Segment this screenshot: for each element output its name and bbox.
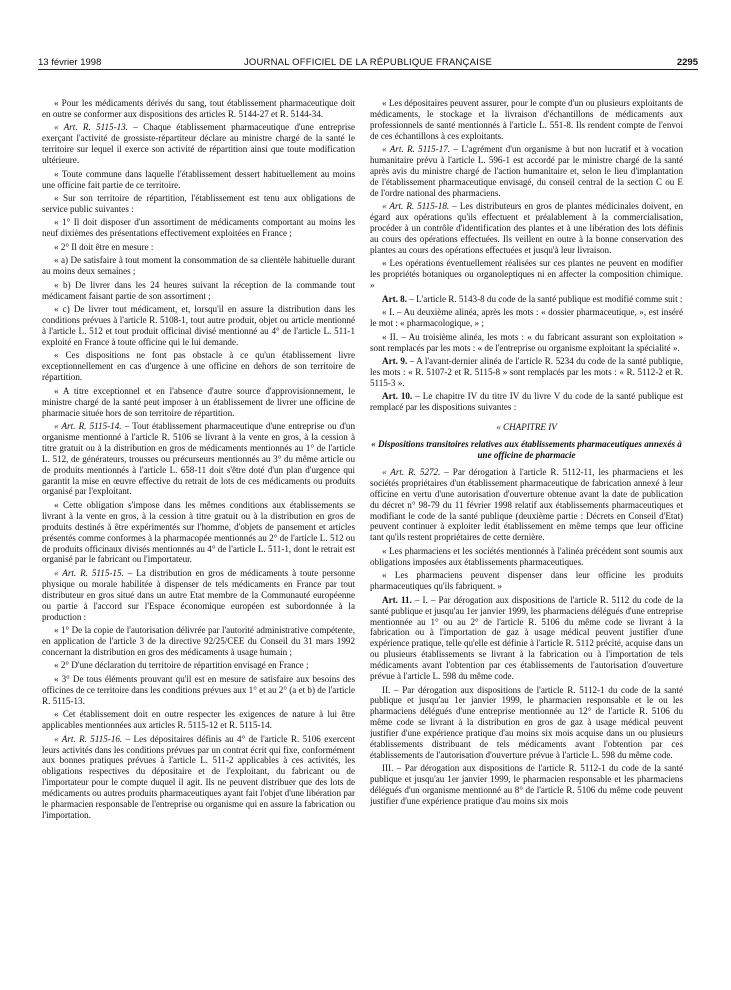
article-reference: « Art. R. 5115-15. bbox=[54, 567, 124, 578]
paragraph bbox=[370, 685, 683, 761]
paragraph-text: « 1° De la copie de l'autorisation délivrée par l'autorité administrative compétente, en application de l'article 3 de la directive 92/25/CEE du Conseil du 31 mars 1992 concernant la distribution en gros des médicaments à usage humain ; bbox=[42, 625, 355, 657]
paragraph-text: « Toute commune dans laquelle l'établissement dessert habituellement au moins une officine fait partie de ce territoire. bbox=[42, 168, 355, 190]
paragraph-text: – Les distributeurs en gros de plantes médicinales doivent, en égard aux opérations qu'ils effectuent et préalablement à la commercialisation, procéder à un contrôle d'identification des plantes et à une libération des lots définis au cours des opérations effectuées. Ils veillent en outre à la bonne conservation des plantes au cours des opérations effectuées et jusqu'à leur livraison. bbox=[370, 201, 683, 255]
paragraph bbox=[42, 350, 355, 383]
article-paragraph bbox=[370, 391, 683, 413]
paragraph-text: « 2° Il doit être en mesure : bbox=[54, 241, 154, 252]
paragraph-text: « Dispositions transitoires relatives aux établissements pharmaceutiques annexés à une officine de pharmacie bbox=[371, 439, 682, 461]
paragraph-text: « 2° D'une déclaration du territoire de répartition envisagé en France ; bbox=[54, 660, 309, 671]
paragraph bbox=[42, 98, 355, 120]
article-paragraph bbox=[370, 595, 683, 682]
paragraph-text: « a) De satisfaire à tout moment la consommation de sa clientèle habituelle durant au moins deux semaines ; bbox=[42, 255, 355, 277]
article-number: Art. 8. bbox=[382, 293, 407, 304]
paragraph-text: « Cet établissement doit en outre respecter les exigences de nature à lui être applicables mentionnées aux articles R. 5115-12 et R. 5115-14. bbox=[42, 709, 355, 731]
left-column bbox=[42, 98, 355, 978]
paragraph bbox=[370, 258, 683, 291]
paragraph-text: – A l'avant-dernier alinéa de l'article R. 5234 du code de la santé publique, les mots : « R. 5107-2 et R. 5115-8 » sont remplacés par les mots : « R. 5112-2 et R. 5115-3 ». bbox=[370, 356, 683, 388]
paragraph-text: « Pour les médicaments dérivés du sang, tout établissement pharmaceutique doit en outre se conformer aux dispositions des articles R. 5144-27 et R. 5144-34. bbox=[42, 98, 355, 119]
paragraph-text: « Les dépositaires peuvent assurer, pour le compte d'un ou plusieurs exploitants de médicaments, le stockage et la livraison d'échantillons de médicaments aux professionnels de santé mentionnés à l'article L. 551-8. Ils rendent compte de l'envoi de ces échantillons à ces exploitants. bbox=[370, 98, 683, 141]
paragraph-text: « II. – Au troisième alinéa, les mots : « du fabricant assurant son exploitation » sont remplacés par les mots : « de l'entreprise ou organisme exploitant la spécialité ». bbox=[370, 331, 683, 353]
paragraph bbox=[42, 500, 355, 565]
paragraph-text: II. – Par dérogation aux dispositions de l'article R. 5112-1 du code de la santé publique et jusqu'au 1er janvier 1999, le pharmacien responsable et le ou les pharmaciens délégués d'une entreprise mentionnée au 12° de l'article R. 5106 du même code se livrant à la distribution en gros de gaz à usage médical peuvent justifier d'une expérience pratique d'au moins six mois acquise dans un ou plusieurs établissements distribuant de tels médicaments avant l'obtention par ces établissements de l'autorisation d'ouverture prévue à l'article L. 598 du même code. bbox=[370, 684, 683, 760]
article-reference: « Art. R. 5272. bbox=[382, 466, 441, 477]
paragraph bbox=[42, 421, 355, 497]
paragraph-text: « Les opérations éventuellement réalisées sur ces plantes ne peuvent en modifier les propriétés botaniques ou organoleptiques ni en affecter la composition chimique. » bbox=[370, 258, 683, 291]
paragraph-text: « CHAPITRE IV bbox=[496, 422, 557, 433]
article-reference: « Art. R. 5115-13. bbox=[54, 122, 128, 133]
paragraph bbox=[42, 169, 355, 191]
paragraph bbox=[42, 709, 355, 731]
paragraph bbox=[370, 144, 683, 199]
header-date: 13 février 1998 bbox=[38, 57, 102, 68]
article-reference: « Art. R. 5115-18. bbox=[382, 201, 450, 212]
paragraph bbox=[42, 386, 355, 419]
paragraph-text: – Tout établissement pharmaceutique d'une entreprise ou d'un organisme mentionné à l'article R. 5106 se livrant à la vente en gros, à la cession à titre gratuit ou à la distribution en gros de médicaments mentionnés au 1° de l'article L. 512, de générateurs, trousses ou précurseurs mentionnés au 3° du même article ou de produits mentionnés à l'article L. 658-11 doit s'être doté d'un plan d'urgence qui garantit la mise en œuvre effective du retrait de lots de ces médicaments ou produits organisé par l'exploitant. bbox=[42, 421, 355, 497]
article-number: Art. 9. bbox=[382, 356, 408, 367]
article-reference: « Art. R. 5115-14. bbox=[54, 421, 122, 431]
paragraph bbox=[42, 734, 355, 821]
article-number: Art. 11. bbox=[382, 594, 412, 605]
paragraph bbox=[42, 193, 355, 215]
chapter-heading bbox=[370, 422, 683, 433]
paragraph bbox=[370, 98, 683, 142]
paragraph bbox=[370, 570, 683, 592]
paragraph-text: – I. – Par dérogation aux dispositions de l'article R. 5112 du code de la santé publique et jusqu'au 1er janvier 1999, les pharmaciens délégués d'une entreprise mentionnée au 1° ou au 2° de l'article R. 5106 du même code se livrant à la fabrication ou à l'importation de gaz à usage médical peuvent justifier d'une expérience pratique, telle qu'elle est définie à l'article R. 5112 précité, acquise dans un ou plusieurs établissements se livrant à la fabrication ou à l'importation de tels médicaments avant l'obtention par ces établissements de l'autorisation d'ouverture prévue à l'article L. 598 du même code. bbox=[370, 594, 683, 682]
paragraph-text: – Par dérogation à l'article R. 5112-11, les pharmaciens et les sociétés propriétaires d'un établissement pharmaceutique de fabrication annexé à leur officine en vertu d'une autorisation d'ouverture obtenue avant la date de publication du décret n° 98-79 du 11 février 1998 relatif aux établissements pharmaceutiques et modifiant le code de la santé publique (deuxième partie : Décrets en Conseil d'Etat) peuvent continuer à exploiter ledit établissement en même temps que leur officine tant qu'ils restent propriétaires de cette dernière. bbox=[370, 466, 683, 543]
paragraph bbox=[370, 307, 683, 329]
paragraph bbox=[42, 568, 355, 623]
paragraph bbox=[42, 674, 355, 707]
paragraph-text: – Chaque établissement pharmaceutique d'une entreprise exerçant l'activité de grossiste-répartiteur déclare au ministre chargé de la santé le territoire sur lequel il exerce son activité de répartition ainsi que toute modification ultérieure. bbox=[42, 122, 355, 166]
paragraph bbox=[42, 122, 355, 166]
header-journal-title: JOURNAL OFFICIEL DE LA RÉPUBLIQUE FRANÇAISE bbox=[243, 57, 493, 68]
paragraph-text: – La distribution en gros de médicaments à toute personne physique ou morale habilitée à dispenser de tels médicaments en France par tout distributeur en gros situé dans un autre Etat membre de la Communauté européenne ou partie à l'accord sur l'Espace économique européen est subordonnée à la production : bbox=[42, 567, 355, 622]
paragraph-text: « Cette obligation s'impose dans les mêmes conditions aux établissements se livrant à la vente en gros, à la cession à titre gratuit ou à la distribution en gros de produits destinés à être expérimentés sur l'homme, d'objets de pansement et articles présentés comme conformes à la pharmacopée mentionnés au 2° de l'article L. 512 ou de produits officinaux divisés mentionnés au 4° de l'article L. 511-1, dont le retrait est organisé par le fabricant ou l'importateur. bbox=[42, 499, 355, 565]
paragraph-text: « c) De livrer tout médicament, et, lorsqu'il en assure la distribution dans les conditions prévues à l'article R. 5108-1, tout autre produit, objet ou article mentionné à l'article L. 512 et tout produit officinal divisé mentionné au 4° de l'article L. 511-1 exploité en France à toute officine qui le lui demande. bbox=[42, 304, 355, 347]
paragraph-text: – Le chapitre IV du titre IV du livre V du code de la santé publique est remplacé par les dispositions suivantes : bbox=[370, 391, 683, 413]
paragraph bbox=[370, 467, 683, 543]
paragraph-text: « A titre exceptionnel et en l'absence d'autre source d'approvisionnement, le ministre chargé de la santé peut imposer à un établissement de livrer une officine de pharmacie située hors de son territoire de répartition. bbox=[42, 385, 355, 418]
paragraph-text: « b) De livrer dans les 24 heures suivant la réception de la commande tout médicament faisant partie de son assortiment ; bbox=[42, 279, 355, 301]
paragraph bbox=[42, 625, 355, 658]
paragraph bbox=[370, 763, 683, 807]
paragraph bbox=[42, 217, 355, 239]
paragraph bbox=[370, 201, 683, 256]
paragraph bbox=[42, 255, 355, 277]
paragraph bbox=[370, 332, 683, 354]
paragraph bbox=[42, 660, 355, 671]
article-number: Art. 10. bbox=[382, 391, 413, 402]
paragraph bbox=[370, 546, 683, 568]
article-paragraph bbox=[370, 356, 683, 389]
paragraph-text: III. – Par dérogation aux dispositions de l'article R. 5112-1 du code de la santé publique et jusqu'au 1er janvier 1999, le pharmacien responsable et les pharmaciens délégués d'un organisme mentionné au 8° de l'article R. 5106 du même code peuvent justifier d'une expérience pratique d'au moins six mois bbox=[370, 763, 683, 807]
paragraph bbox=[42, 242, 355, 253]
header-page-number: 2295 bbox=[676, 57, 698, 68]
chapter-title bbox=[370, 439, 683, 461]
paragraph bbox=[42, 304, 355, 348]
paragraph bbox=[42, 280, 355, 302]
paragraph-text: – L'agrément d'un organisme à but non lucratif et à vocation humanitaire prévu à l'article L. 596-1 est accordé par le ministre chargé de la santé après avis du ministre chargé de l'action humanitaire et, selon le lieu d'implantation de l'établissement pharmaceutique envisagé, du conseil central de la section C ou E de l'ordre national des pharmaciens. bbox=[370, 144, 683, 198]
paragraph-text: « Les pharmaciens et les sociétés mentionnés à l'alinéa précédent sont soumis aux obligations imposées aux établissements pharmaceutiques. bbox=[370, 545, 683, 567]
paragraph-text: « Les pharmaciens peuvent dispenser dans leur officine les produits pharmaceutiques qu'ils fabriquent. » bbox=[370, 570, 683, 592]
header-rule bbox=[38, 69, 698, 70]
paragraph-text: « I. – Au deuxième alinéa, après les mots : « dossier pharmaceutique, », est inséré le mot : « pharmacologique, » ; bbox=[370, 307, 683, 329]
paragraph-text: « Ces dispositions ne font pas obstacle à ce qu'un établissement livre exceptionnellement en cas d'urgence à une officine en dehors de son territoire de répartition. bbox=[42, 350, 355, 383]
paragraph-text: « Sur son territoire de répartition, l'établissement est tenu aux obligations de service public suivantes : bbox=[42, 193, 355, 214]
article-reference: « Art. R. 5115-17. bbox=[382, 144, 451, 155]
article-reference: « Art. R. 5115-16. bbox=[54, 733, 123, 744]
article-paragraph bbox=[370, 294, 683, 305]
paragraph-text: – L'article R. 5143-8 du code de la santé publique est modifié comme suit : bbox=[407, 293, 683, 304]
paragraph-text: « 1° Il doit disposer d'un assortiment de médicaments comportant au moins les neuf dixièmes des présentations effectivement exploitées en France ; bbox=[42, 217, 355, 239]
right-column bbox=[370, 98, 683, 978]
paragraph-text: « 3° De tous éléments prouvant qu'il est en mesure de satisfaire aux besoins des officines de ce territoire dans les conditions prévues aux 1° et au 2° (a et b) de l'article R. 5115-13. bbox=[42, 673, 355, 706]
paragraph-text: – Les dépositaires définis au 4° de l'article R. 5106 exercent leurs activités dans les conditions prévues par un contrat écrit qui fixe, conformément aux bonnes pratiques prévues à l'article L. 511-2 applicables à ces activités, les obligations respectives du dépositaire et de l'exploitant, du fabricant ou de l'importateur pour le compte duquel il agit. Ils ne peuvent distribuer que des lots de médicaments ou autres produits pharmaceutiques ayant fait l'objet d'une libération par le pharmacien responsable de l'entreprise ou organisme qui en assure la fabrication ou l'importation. bbox=[42, 733, 355, 820]
